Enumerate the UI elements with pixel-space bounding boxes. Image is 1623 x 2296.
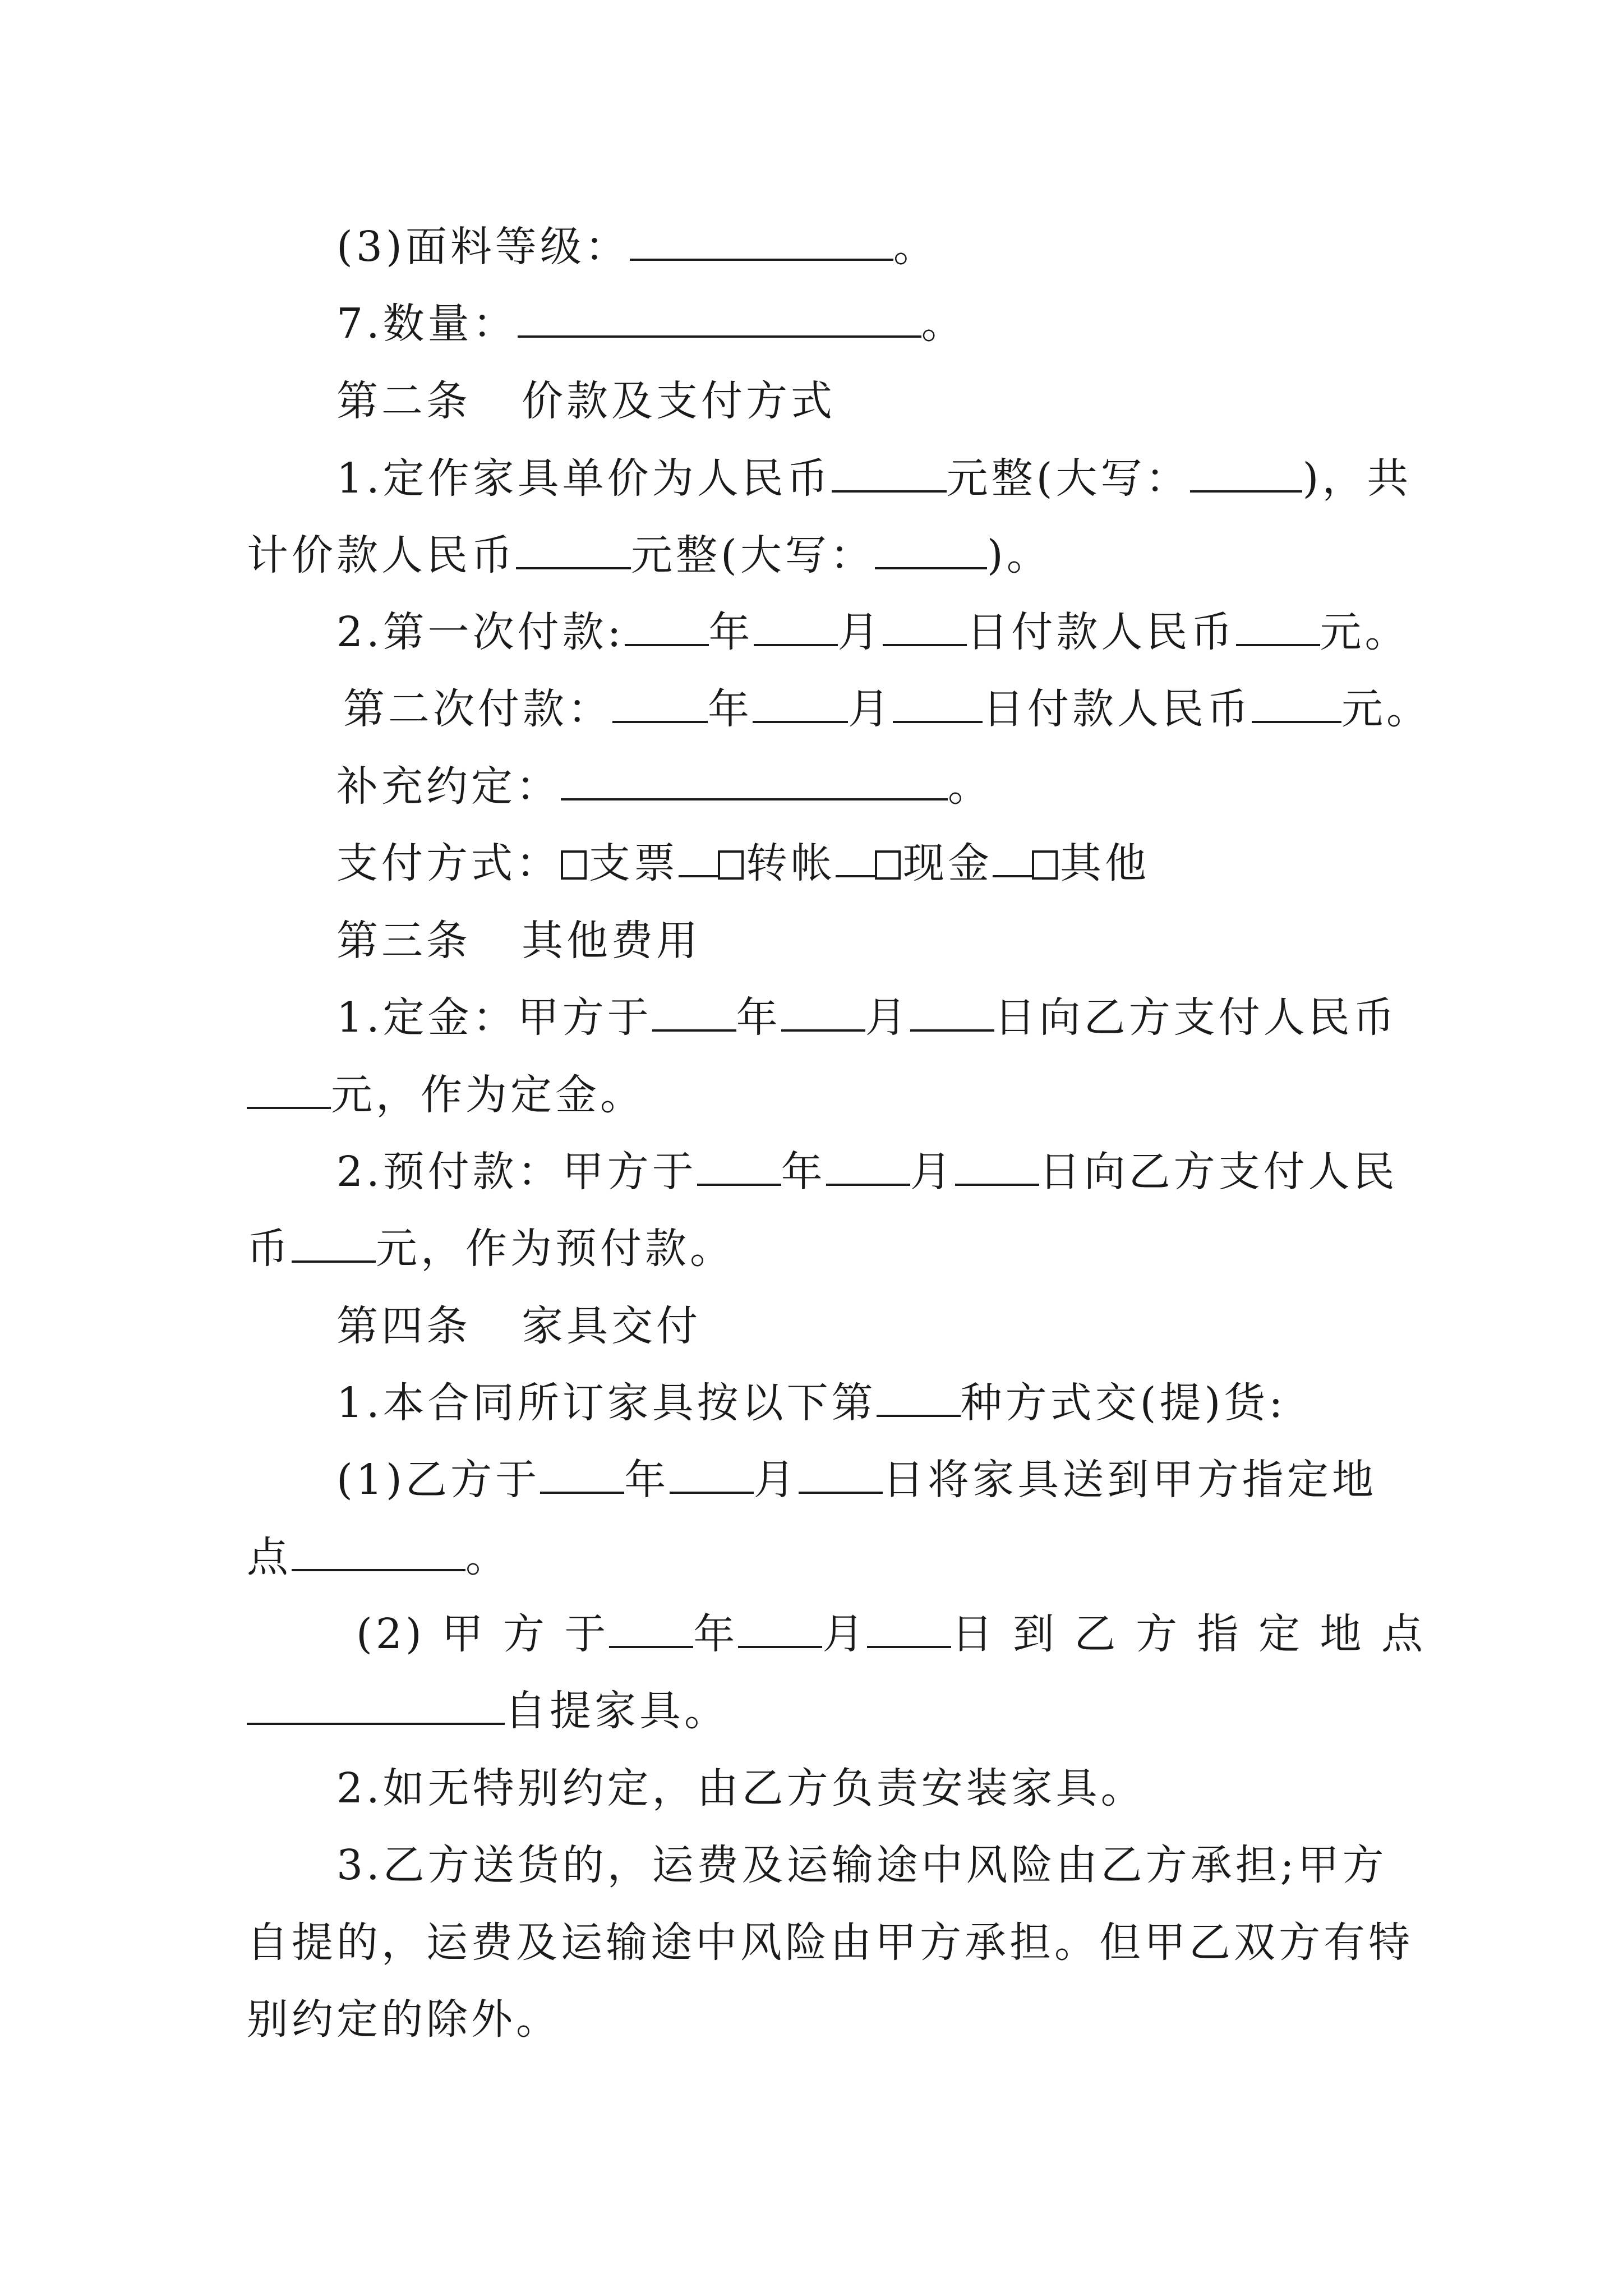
text: 。 <box>921 300 966 348</box>
text: )。 <box>986 531 1052 579</box>
text: )，共 <box>1302 454 1412 503</box>
year-blank[interactable] <box>540 1459 624 1494</box>
text: 1.定金：甲方于 <box>336 993 652 1042</box>
option-label: 其他 <box>1060 839 1150 887</box>
cash-checkbox[interactable] <box>875 850 901 880</box>
amount-blank[interactable] <box>1236 611 1320 646</box>
year-blank[interactable] <box>609 1613 693 1648</box>
prepayment-amount-line <box>247 1221 735 1277</box>
text: 日向乙方支付人民 <box>1039 1148 1398 1196</box>
day-blank[interactable] <box>799 1459 883 1494</box>
text: 第二次付款： <box>343 685 612 733</box>
text: 点 <box>247 1533 292 1581</box>
text: 年 <box>781 1148 826 1196</box>
text: 币 <box>247 1225 292 1273</box>
cheque-checkbox[interactable] <box>561 850 587 880</box>
text: 日向乙方支付人民币 <box>994 993 1398 1042</box>
text: 1.本合同所订家具按以下第 <box>336 1379 877 1427</box>
text: 日将家具送到甲方指定地 <box>882 1456 1377 1504</box>
year-blank[interactable] <box>625 611 709 646</box>
blank <box>836 843 875 877</box>
text: 2.预付款：甲方于 <box>336 1148 697 1196</box>
month-blank[interactable] <box>670 1459 754 1494</box>
text: (1)乙方于 <box>336 1456 541 1504</box>
text: 支付方式： <box>336 839 561 887</box>
blank <box>679 843 718 877</box>
day-blank[interactable] <box>883 611 967 646</box>
text: (3)面料等级： <box>336 223 630 271</box>
quantity-line <box>336 296 966 352</box>
section-number: 第二条 <box>336 377 471 425</box>
text: 月 <box>910 1148 955 1196</box>
deposit-amount-line <box>247 1067 645 1123</box>
pickup-location-blank[interactable] <box>247 1690 505 1725</box>
year-blank[interactable] <box>612 688 708 723</box>
total-price-uppercase-blank[interactable] <box>875 535 987 569</box>
text: 年 <box>693 1610 739 1658</box>
amount-blank[interactable] <box>1252 688 1341 723</box>
shipping-risk-line-2 <box>247 1915 1413 1971</box>
text: 2.第一次付款: <box>336 608 625 656</box>
pickup-location-line <box>247 1683 729 1739</box>
option-label: 现金 <box>903 839 993 887</box>
text: 自提的，运费及运输途中风险由甲方承担。但甲乙双方有特 <box>247 1918 1413 1967</box>
section-title: 价款及支付方式 <box>522 377 836 425</box>
text: 元整(大写： <box>631 531 875 579</box>
text: 日付款人民币 <box>983 685 1252 733</box>
delivery-method-line <box>336 1375 1286 1431</box>
delivery-option-2-line <box>356 1606 1427 1662</box>
supplement-blank[interactable] <box>561 766 948 800</box>
text: 种方式交(提)货: <box>960 1379 1287 1427</box>
section-3-heading <box>336 913 701 969</box>
transfer-checkbox[interactable] <box>718 850 744 880</box>
text: 年 <box>624 1456 670 1504</box>
text: (2) 甲 方 于 <box>356 1610 610 1658</box>
option-label: 转帐 <box>746 839 836 887</box>
blank <box>993 843 1032 877</box>
first-payment-line <box>336 604 1410 660</box>
month-blank[interactable] <box>753 688 848 723</box>
text: 2.如无特别约定，由乙方负责安装家具。 <box>336 1764 1146 1812</box>
text: 。 <box>948 762 993 811</box>
second-payment-line <box>343 681 1431 737</box>
section-2-heading <box>336 373 836 429</box>
day-blank[interactable] <box>893 688 983 723</box>
fabric-grade-blank[interactable] <box>630 226 893 261</box>
option-label: 支票 <box>589 839 679 887</box>
installation-line <box>336 1760 1146 1816</box>
text: 别约定的除外。 <box>247 1995 561 2044</box>
year-blank[interactable] <box>697 1151 781 1186</box>
delivery-method-blank[interactable] <box>877 1382 961 1417</box>
text: 元整(大写： <box>946 454 1191 503</box>
deposit-line <box>336 990 1398 1046</box>
text: 月 <box>753 1456 799 1504</box>
supplement-line <box>336 758 993 815</box>
text: 日付款人民币 <box>966 608 1236 656</box>
delivery-location-line <box>247 1529 510 1585</box>
month-blank[interactable] <box>738 1613 822 1648</box>
text: 补充约定： <box>336 762 561 811</box>
text: 元，作为预付款。 <box>376 1225 735 1273</box>
text: 年 <box>736 993 781 1042</box>
text: 。 <box>465 1533 510 1581</box>
prepayment-line <box>336 1144 1398 1200</box>
text: 7.数量： <box>336 300 518 348</box>
section-number: 第四条 <box>336 1302 471 1350</box>
quantity-blank[interactable] <box>518 303 921 338</box>
unit-price-blank[interactable] <box>832 458 947 493</box>
payment-method-line <box>336 835 1150 891</box>
day-blank[interactable] <box>867 1613 951 1648</box>
text: 日 到 乙 方 指 定 地 点 <box>951 1610 1427 1658</box>
delivery-location-blank[interactable] <box>292 1536 465 1571</box>
other-checkbox[interactable] <box>1032 850 1058 880</box>
text: 计价款人民币 <box>247 531 516 579</box>
text: 元，作为定金。 <box>331 1071 645 1119</box>
section-number: 第三条 <box>336 917 471 965</box>
month-blank[interactable] <box>781 997 865 1032</box>
prepayment-amount-blank[interactable] <box>292 1228 376 1263</box>
section-title: 家具交付 <box>522 1302 701 1350</box>
text: 月 <box>822 1610 868 1658</box>
delivery-option-1-line <box>336 1452 1377 1508</box>
text: 3.乙方送货的，运费及运输途中风险由乙方承担;甲方 <box>336 1841 1387 1889</box>
month-blank[interactable] <box>754 611 838 646</box>
day-blank[interactable] <box>910 997 994 1032</box>
month-blank[interactable] <box>826 1151 910 1186</box>
text: 1.定作家具单价为人民币 <box>336 454 832 503</box>
text: 月 <box>837 608 883 656</box>
unit-price-uppercase-blank[interactable] <box>1190 458 1302 493</box>
unit-price-line <box>336 450 1412 507</box>
text: 自提家具。 <box>505 1687 729 1735</box>
text: 。 <box>893 223 938 271</box>
shipping-risk-line-3 <box>247 1991 561 2047</box>
text: 元。 <box>1320 608 1410 656</box>
day-blank[interactable] <box>955 1151 1039 1186</box>
text: 年 <box>708 608 754 656</box>
deposit-amount-blank[interactable] <box>247 1074 331 1109</box>
section-title: 其他费用 <box>522 917 701 965</box>
text: 年 <box>708 685 753 733</box>
year-blank[interactable] <box>652 997 736 1032</box>
text: 月 <box>865 993 910 1042</box>
shipping-risk-line-1 <box>336 1837 1387 1893</box>
total-price-blank[interactable] <box>516 535 631 569</box>
text: 元。 <box>1341 685 1431 733</box>
total-price-line <box>247 527 1052 583</box>
section-4-heading <box>336 1298 701 1354</box>
text: 月 <box>848 685 893 733</box>
fabric-grade-line <box>336 219 938 275</box>
